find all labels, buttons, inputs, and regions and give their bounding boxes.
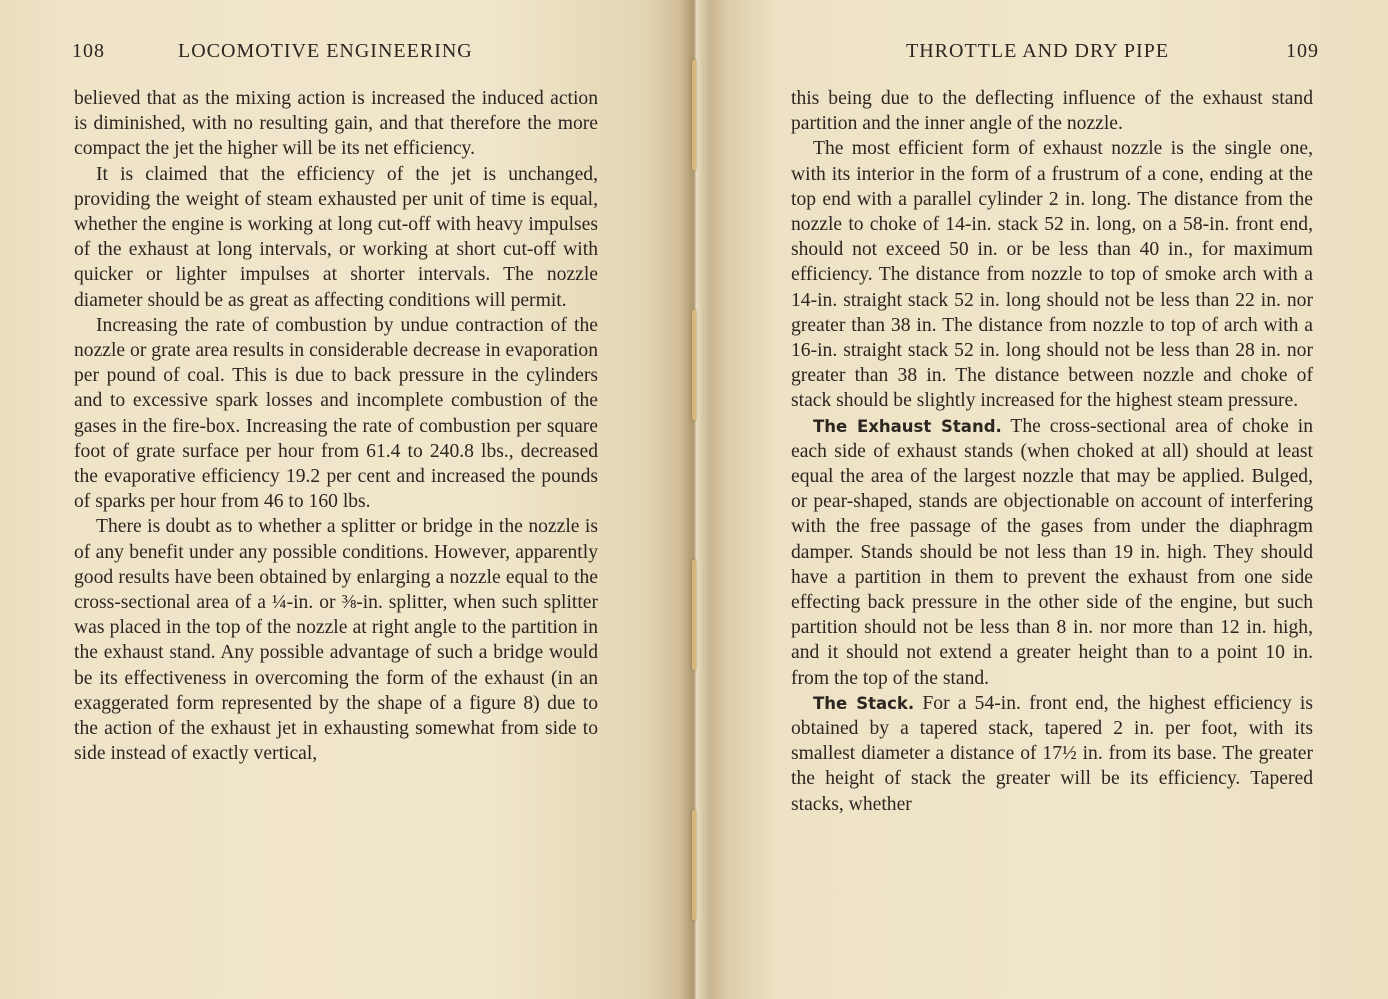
section-heading-exhaust-stand: The Exhaust Stand. — [813, 416, 1002, 436]
paragraph: believed that as the mixing action is increased the induced action is diminished, with no resulting gain, and that therefore the more compact the jet the higher will be its net efficiency. — [74, 88, 598, 160]
paragraph: Increasing the rate of combustion by undue contraction of the nozzle or grate area results in considerable decrease in evaporation per pound of coal. This is due to back pressure in the cylinders and to excessive spark losses and incomplete combustion of the gases in the fire-box. Increasing the rate of combustion per square foot of grate surface per hour from 61.4 to 240.8 lbs., decreased the evaporative efficiency 19.2 per cent and increased the pounds of sparks per hour from 46 to 160 lbs. — [74, 314, 598, 513]
paragraph: There is doubt as to whether a splitter or bridge in the nozzle is of any benefit under any possible conditions. However, apparently good results have been obtained by enlarging a nozzle equal to the cross-sectional area of a ¼-in. or ⅜-in. splitter, when such splitter was placed in the top of the nozzle at right angle to the partition in the exhaust stand. Any possible advantage of such a bridge would be its effectiveness in overcoming the form of the exhaust (in an exaggerated form represented by the shape of a figure 8) due to the action of the exhaust jet in exhausting somewhat from side to side instead of exactly vertical, — [74, 516, 598, 765]
right-page — [694, 0, 1388, 999]
binding-stitch — [692, 810, 696, 920]
paragraph: this being due to the deflecting influence of the exhaust stand partition and the inner angle of the nozzle. — [791, 88, 1313, 135]
running-head-right: THROTTLE AND DRY PIPE — [906, 40, 1170, 62]
binding-stitch — [692, 310, 696, 420]
binding-stitch — [692, 60, 696, 170]
page-number-right: 109 — [1286, 40, 1319, 62]
paragraph: The most efficient form of exhaust nozzle is the single one, with its interior in the form of a frustrum of a cone, ending at the top end with a parallel cylinder 2 in. long. The distance from the nozzle to choke of 14-in. stack 52 in. long, on a 58-in. front end, should not exceed 50 in. or be less than 40 in., for maximum efficiency. The distance from nozzle to top of smoke arch with a 14-in. straight stack 52 in. long should not be less than 22 in. nor greater than 38 in. The distance from nozzle to top of arch with a 16-in. straight stack 52 in. long should not be less than 28 in. nor greater than 38 in. The distance between nozzle and choke of stack should be slightly increased for the highest steam pressure. — [791, 138, 1313, 412]
paragraph: It is claimed that the efficiency of the jet is unchanged, providing the weight of steam exhausted per unit of time is equal, whether the engine is working at long cut-off with heavy impulses of the exhaust at long intervals, or working at short cut-off with quicker or lighter impulses at shorter intervals. The nozzle diameter should be as great as affecting conditions will permit. — [74, 163, 598, 311]
paragraph-text: The cross-sectional area of choke in each side of exhaust stands (when choked at all) should at least equal the area of the largest nozzle that may be applied. Bulged, or pear-shaped, stands are objectionable on account of interfering with the free passage of the gases from under the diaphragm damper. Stands should be not less than 19 in. high. They should have a partition in them to prevent the exhaust from one side effecting back pressure in the other side of the engine, but such partition should not be less than 8 in. nor more than 12 in. high, and it should not extend a greater height than to a point 10 in. from the top of the stand. — [791, 415, 1313, 689]
page-number-left: 108 — [72, 40, 105, 62]
paragraph-text: For a 54-in. front end, the highest efficiency is obtained by a tapered stack, tapered 2 in. per foot, with its smallest diameter a distance of 17½ in. from its base. The greater the height of stack the greater will be its efficiency. Tapered stacks, whether — [791, 692, 1313, 815]
paragraph-exhaust-stand — [791, 414, 1313, 691]
left-page-body — [74, 86, 598, 766]
section-heading-stack: The Stack. — [813, 693, 915, 713]
binding-stitch — [692, 560, 696, 670]
paragraph-stack — [791, 691, 1313, 817]
running-head-left: LOCOMOTIVE ENGINEERING — [178, 40, 473, 62]
right-page-body — [791, 86, 1313, 817]
